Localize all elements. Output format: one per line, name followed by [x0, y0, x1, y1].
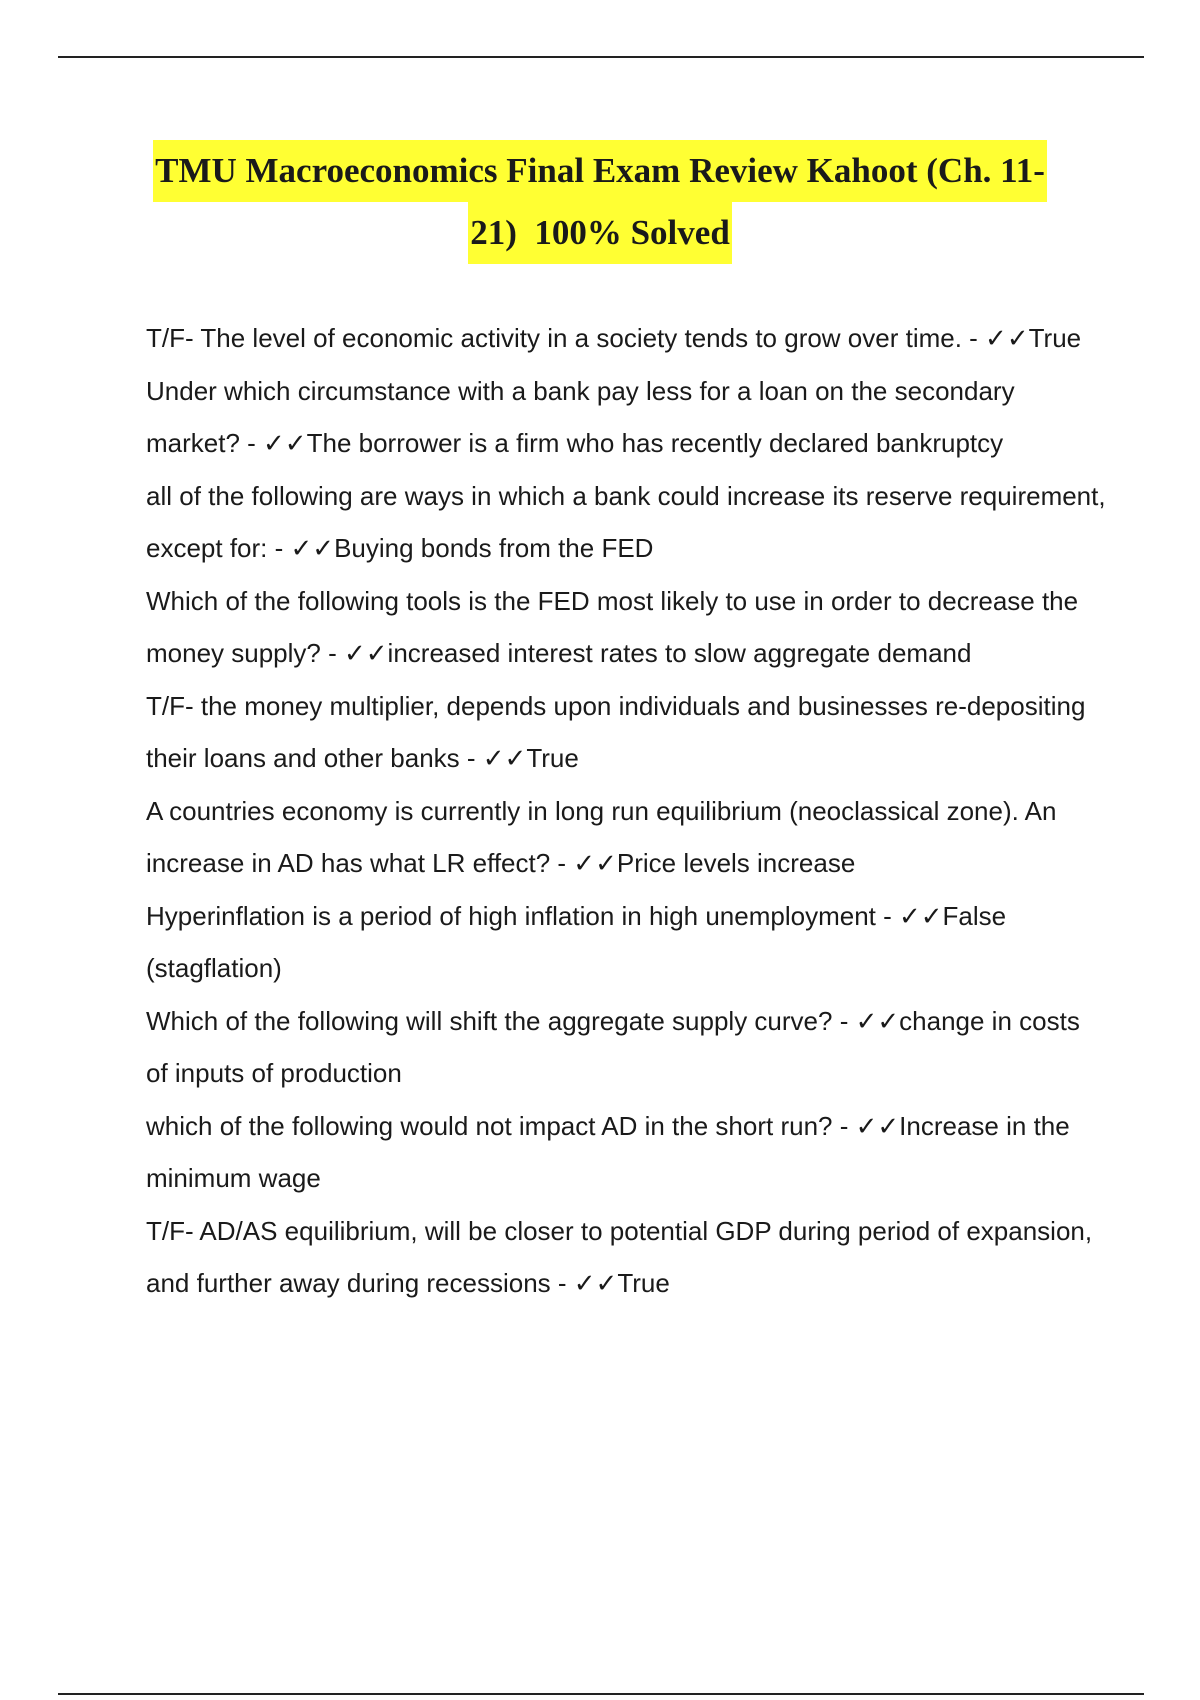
document-title	[100, 140, 1100, 264]
qa-item-5: T/F- the money multiplier, depends upon individuals and businesses re-depositing their loans and other banks - ✓✓True	[146, 690, 1086, 773]
title-line-2: 21) 100% Solved	[468, 202, 732, 264]
qa-item-8: Which of the following will shift the aggregate supply curve? - ✓✓change in costs of inputs of production	[146, 1005, 1080, 1088]
top-rule	[58, 56, 1144, 58]
qa-item-7: Hyperinflation is a period of high inflation in high unemployment - ✓✓False (stagflation)	[146, 900, 1007, 983]
qa-item-3: all of the following are ways in which a bank could increase its reserve requirement, except for: - ✓✓Buying bonds from the FED	[146, 480, 1106, 563]
qa-list	[146, 312, 1106, 1310]
bottom-rule	[58, 1693, 1144, 1695]
title-line-1: TMU Macroeconomics Final Exam Review Kahoot (Ch. 11-	[153, 140, 1047, 202]
qa-item-2: Under which circumstance with a bank pay less for a loan on the secondary market? - ✓✓The borrower is a firm who has recently declared bankruptcy	[146, 375, 1015, 458]
qa-item-1: T/F- The level of economic activity in a society tends to grow over time. - ✓✓True	[146, 323, 1082, 353]
qa-item-6: A countries economy is currently in long run equilibrium (neoclassical zone). An increase in AD has what LR effect? - ✓✓Price levels increase	[146, 795, 1057, 878]
qa-item-10: T/F- AD/AS equilibrium, will be closer to potential GDP during period of expansion, and further away during recessions - ✓✓True	[146, 1215, 1093, 1298]
qa-item-9: which of the following would not impact AD in the short run? - ✓✓Increase in the minimum wage	[146, 1110, 1070, 1193]
qa-item-4: Which of the following tools is the FED most likely to use in order to decrease the money supply? - ✓✓increased interest rates to slow aggregate demand	[146, 585, 1079, 668]
